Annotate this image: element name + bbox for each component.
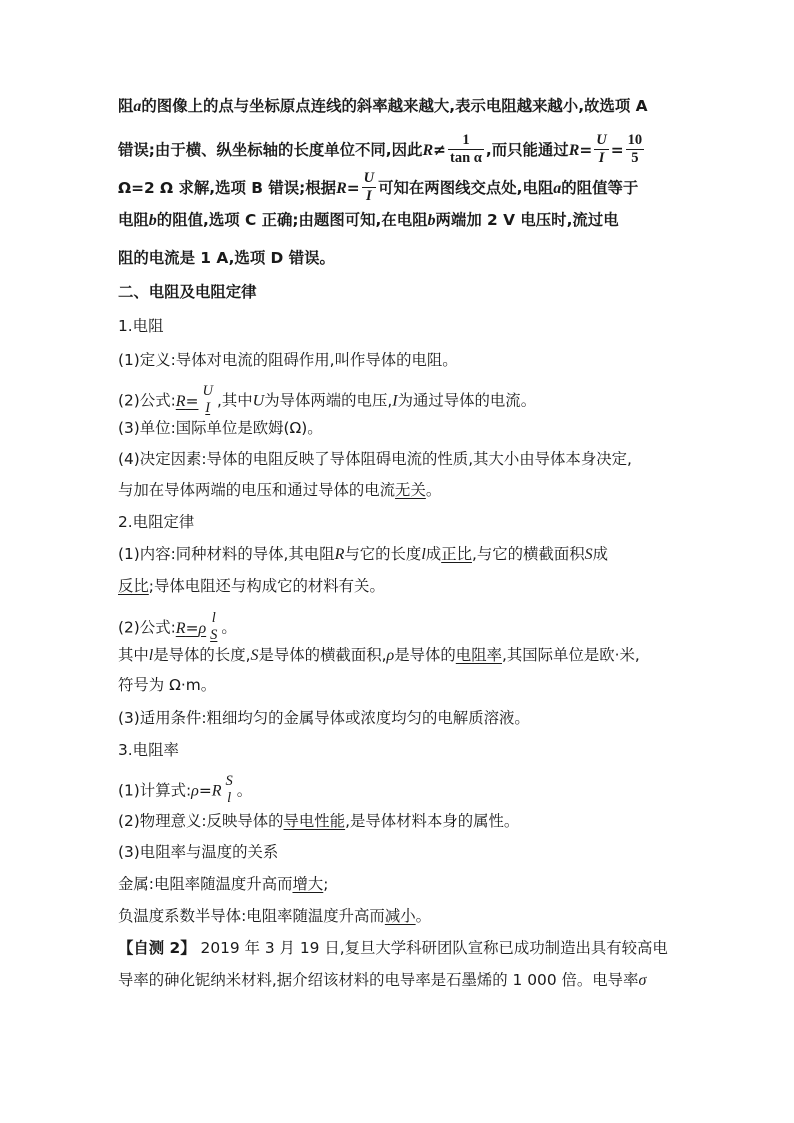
law-formula: (2)公式:R=ρ l S 。: [118, 610, 237, 643]
resistance-unit: (3)单位:国际单位是欧姆(Ω)。: [118, 419, 323, 437]
resistivity-meaning: (2)物理意义:反映导体的导电性能,是导体材料本身的属性。: [118, 812, 520, 830]
para-line-3: Ω=2 Ω 求解,选项 B 错误;根据R= $\frac{U}{I}$ 可知在两图线交点处,电阻a的阻值等于: [118, 170, 639, 204]
resistance-factor-line-2: 与加在导体两端的电压和通过导体的电流无关。: [118, 481, 442, 499]
subsection-resistance-law-title: 2.电阻定律: [118, 513, 195, 531]
law-where-line-1: 其中l是导体的长度,S是导体的横截面积,ρ是导体的电阻率,其国际单位是欧·米,: [118, 646, 640, 664]
section-heading: 二、电阻及电阻定律: [118, 283, 257, 301]
law-where-line-2: 符号为 Ω·m。: [118, 676, 217, 694]
resistivity-temperature-relation: (3)电阻率与温度的关系: [118, 843, 279, 861]
resistance-factor-line-1: (4)决定因素:导体的电阻反映了导体阻碍电流的性质,其大小由导体本身决定,: [118, 450, 632, 468]
resistivity-metal: 金属:电阻率随温度升高而增大;: [118, 875, 329, 893]
law-content-line-1: (1)内容:同种材料的导体,其电阻R与它的长度l成正比,与它的横截面积S成: [118, 545, 609, 563]
fraction-u-over-i-2: $\frac{U}{I}$: [363, 170, 375, 204]
subsection-resistivity-title: 3.电阻率: [118, 741, 179, 759]
resistivity-semiconductor: 负温度系数半导体:电阻率随温度升高而减小。: [118, 907, 432, 925]
selftest-line-1: 【自测 2】 2019 年 3 月 19 日,复旦大学科研团队宣称已成功制造出具有较高电: [118, 939, 668, 957]
fraction-l-over-s: l S: [210, 610, 218, 643]
resistivity-formula: (1)计算式:ρ=R S l 。: [118, 773, 253, 806]
selftest-line-2: 导率的砷化铌纳米材料,据介绍该材料的电导率是石墨烯的 1 000 倍。电导率σ: [118, 971, 647, 989]
fraction-one-over-tan: $\frac{1}{\text{tan α}}$: [450, 132, 482, 166]
para-line-1: 阻a的图像上的点与坐标原点连线的斜率越来越大,表示电阻越来越小,故选项 A: [118, 97, 648, 115]
subsection-resistance-title: 1.电阻: [118, 317, 164, 335]
fraction-ten-over-five: $\frac{10}{5}$: [627, 132, 643, 166]
fraction-u-over-i-3: U I: [202, 383, 213, 416]
law-content-line-2: 反比;导体电阻还与构成它的材料有关。: [118, 577, 385, 595]
resistance-definition: (1)定义:导体对电流的阻碍作用,叫作导体的电阻。: [118, 351, 458, 369]
resistance-formula: (2)公式:R= U I ,其中U为导体两端的电压,I为通过导体的电流。: [118, 383, 537, 416]
law-condition: (3)适用条件:粗细均匀的金属导体或浓度均匀的电解质溶液。: [118, 709, 530, 727]
para-line-5: 阻的电流是 1 A,选项 D 错误。: [118, 249, 335, 267]
selftest-label: 【自测 2】: [118, 939, 196, 957]
para-line-4: 电阻b的阻值,选项 C 正确;由题图可知,在电阻b两端加 2 V 电压时,流过电: [118, 211, 619, 229]
fraction-u-over-i: $\frac{U}{I}$: [596, 132, 607, 166]
para-line-2: 错误;由于横、纵坐标轴的长度单位不同,因此R≠ $\frac{1}{\text{tan α}}$ ,而只能通过R= $\frac{U}{I}$ = $\frac{10}{5}$: [118, 132, 643, 166]
fraction-s-over-l: S l: [225, 773, 233, 806]
